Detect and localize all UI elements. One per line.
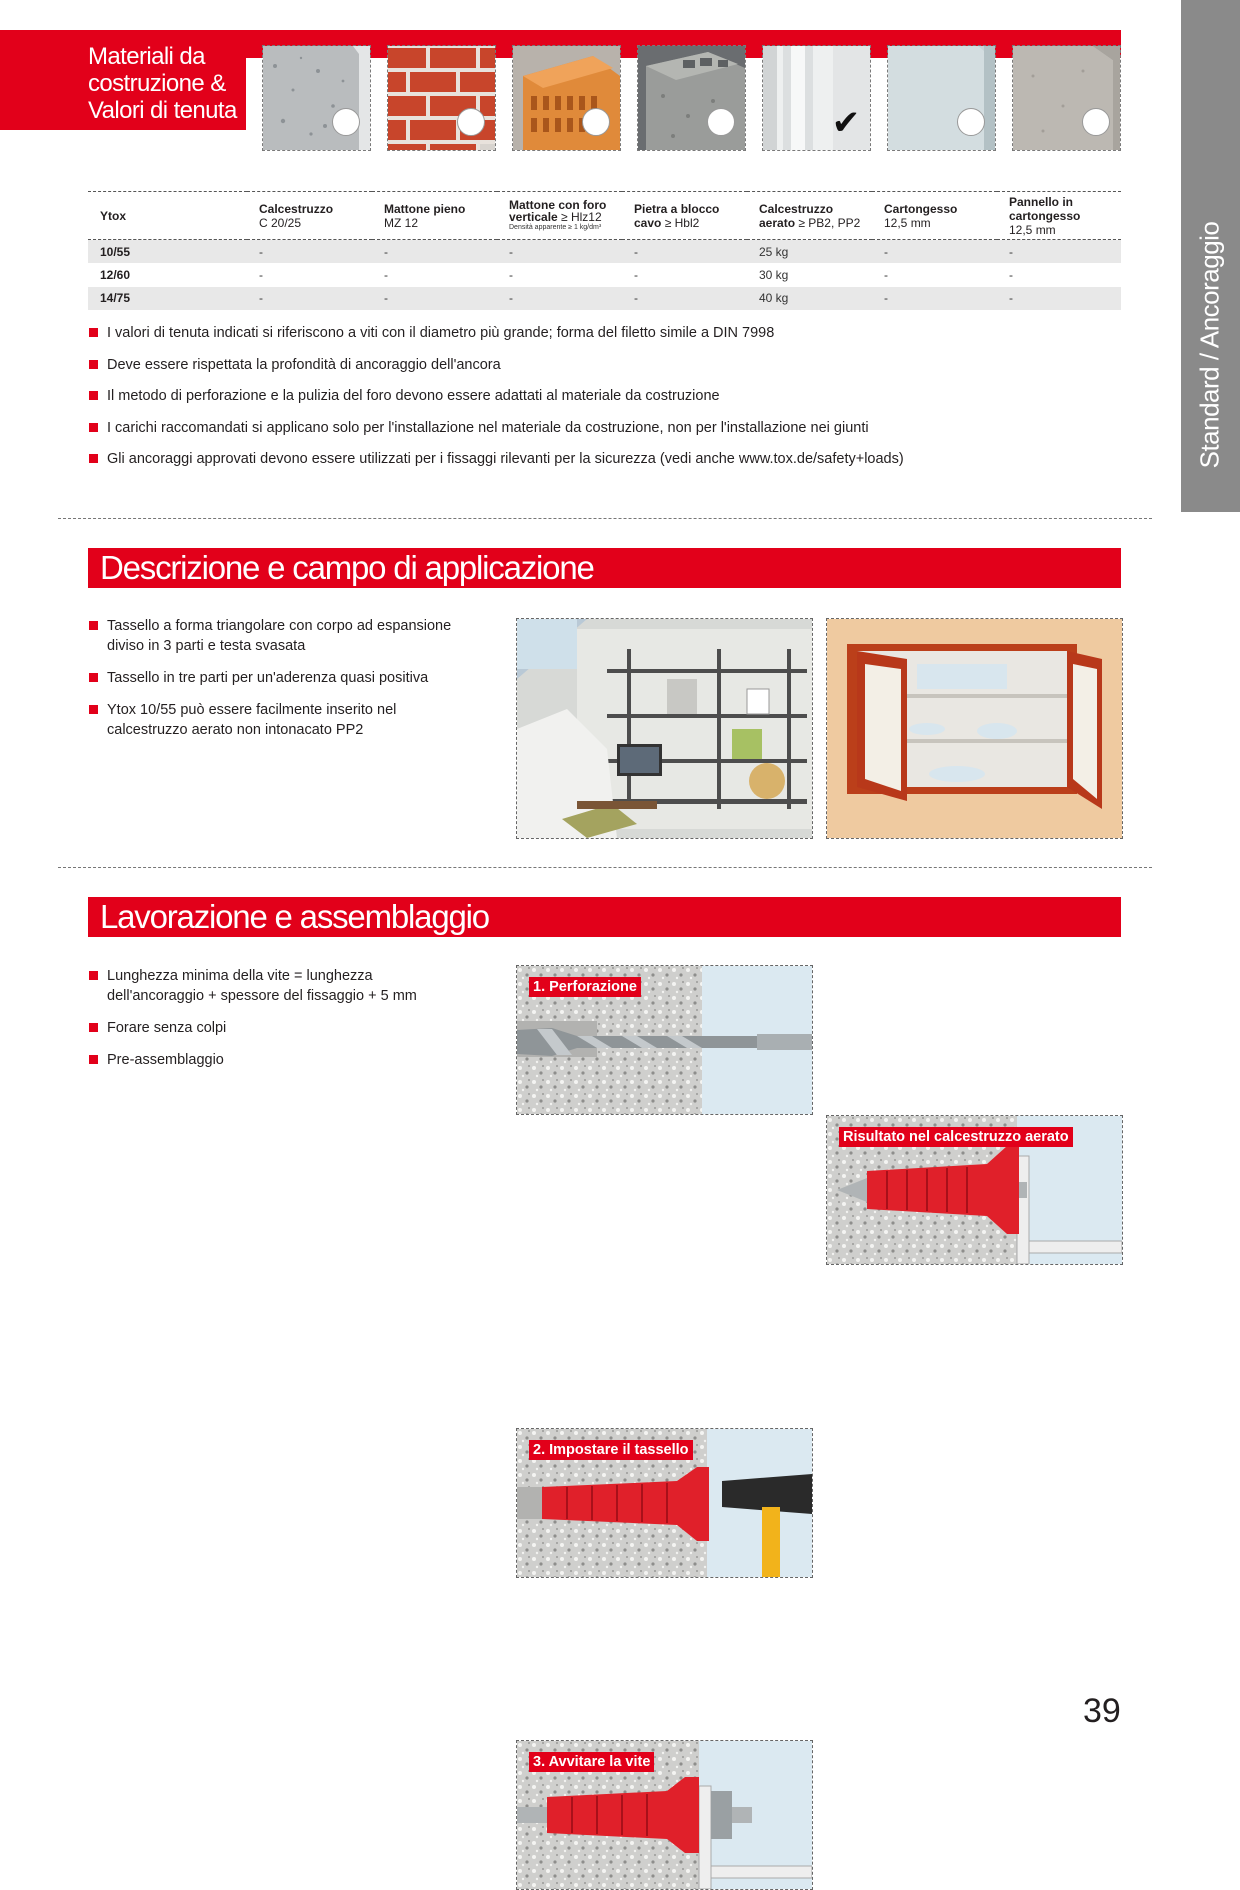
- step-insert-anchor-figure: [516, 1428, 813, 1578]
- step-drilling-figure: [516, 965, 813, 1115]
- note-item: Deve essere rispettata la profondità di ancoraggio dell'ancora: [89, 355, 1119, 375]
- load-values-table: [88, 191, 1121, 310]
- material-tile-vertical-hole-brick: [512, 45, 621, 151]
- page-number: 39: [1083, 1692, 1121, 1730]
- table-cell: -: [509, 291, 513, 306]
- table-cell: -: [259, 267, 263, 282]
- step-screw-label: 3. Avvitare la vite: [529, 1752, 654, 1772]
- assembly-section-title: Lavorazione e assemblaggio: [100, 898, 489, 935]
- table-header-concrete: Calcestruzzo C 20/25: [247, 192, 372, 240]
- table-header-row: [88, 192, 1121, 240]
- description-bullet: Tassello a forma triangolare con corpo ad espansione diviso in 3 parti e testa svasata: [89, 616, 489, 656]
- shelves-room-photo: [516, 618, 813, 839]
- table-cell: 30 kg: [759, 267, 789, 282]
- table-cell: -: [384, 291, 388, 306]
- table-cell: -: [884, 267, 888, 282]
- description-section-title: Descrizione e campo di applicazione: [100, 549, 594, 586]
- section-divider: [58, 518, 1152, 519]
- table-row: [88, 287, 1121, 311]
- side-tab: [1181, 0, 1240, 512]
- step-insert-anchor-label: 2. Impostare il tassello: [529, 1440, 693, 1460]
- table-cell: -: [1009, 267, 1013, 282]
- table-cell: -: [1009, 291, 1013, 306]
- step-screw-figure: [516, 1740, 813, 1890]
- note-item: I valori di tenuta indicati si riferiscono a viti con il diametro più grande; forma del filetto simile a DIN 7998: [89, 323, 1119, 343]
- description-bullet: Tassello in tre parti per un'aderenza quasi positiva: [89, 668, 489, 688]
- table-header-model: Ytox: [88, 192, 247, 240]
- table-header-plasterboard: Cartongesso 12,5 mm: [872, 192, 997, 240]
- suitability-dot-icon: [707, 108, 735, 136]
- materials-title: [88, 43, 258, 124]
- table-cell: -: [509, 267, 513, 282]
- material-tile-hollow-block: [637, 45, 746, 151]
- notes-list: [89, 323, 1119, 469]
- assembly-bullet: Pre-assemblaggio: [89, 1050, 489, 1070]
- materials-title-line: Valori di tenuta: [88, 97, 237, 124]
- table-cell: -: [259, 291, 263, 306]
- suitability-dot-icon: [1082, 108, 1110, 136]
- table-row: [88, 240, 1121, 264]
- table-cell: -: [259, 244, 263, 259]
- table-cell: -: [884, 244, 888, 259]
- assembly-bullet: Lunghezza minima della vite = lunghezza dell'ancoraggio + spessore del fissaggio + 5 mm: [89, 966, 489, 1006]
- table-header-vertical-hole-brick: Mattone con foro verticale ≥ Hlz12 Densità apparente ≥ 1 kg/dm³: [497, 192, 622, 240]
- materials-title-line: Materiali da: [88, 43, 205, 70]
- step-drilling-label: 1. Perforazione: [529, 977, 641, 997]
- material-tile-concrete: [262, 45, 371, 151]
- suitability-dot-icon: [957, 108, 985, 136]
- note-item: Gli ancoraggi approvati devono essere utilizzati per i fissaggi rilevanti per la sicurezza (vedi anche www.tox.de/safety+loads): [89, 449, 1119, 469]
- assembly-bullets: [89, 966, 489, 1070]
- table-cell: -: [634, 267, 638, 282]
- material-tile-gypsum-fibreboard: [1012, 45, 1121, 151]
- table-cell: -: [1009, 244, 1013, 259]
- table-cell: 25 kg: [759, 244, 789, 259]
- note-item: I carichi raccomandati si applicano solo per l'installazione nel materiale da costruzione, non per l'installazione nei giunti: [89, 418, 1119, 438]
- materials-title-line: costruzione &: [88, 70, 226, 97]
- wall-cabinet-photo: [826, 618, 1123, 839]
- material-tile-aerated-concrete: [762, 45, 871, 151]
- suitability-dot-icon: [457, 108, 485, 136]
- material-tile-plasterboard: [887, 45, 996, 151]
- section-divider: [58, 867, 1152, 868]
- table-cell: -: [634, 244, 638, 259]
- table-cell: 40 kg: [759, 291, 789, 306]
- assembly-section-bar: [88, 897, 1121, 937]
- material-tile-solid-brick: [387, 45, 496, 151]
- table-cell: -: [634, 291, 638, 306]
- table-cell: -: [884, 291, 888, 306]
- table-header-aerated-concrete: Calcestruzzo aerato ≥ PB2, PP2: [747, 192, 872, 240]
- suitability-dot-icon: [582, 108, 610, 136]
- table-row: [88, 263, 1121, 287]
- table-header-hollow-block: Pietra a blocco cavo ≥ Hbl2: [622, 192, 747, 240]
- side-tab-label: Standard / Ancoraggio: [1194, 221, 1225, 469]
- note-item: Il metodo di perforazione e la pulizia del foro devono essere adattati al materiale da costruzione: [89, 386, 1119, 406]
- description-bullets: [89, 616, 489, 740]
- table-header-gypsum-fibreboard: Pannello in cartongesso 12,5 mm: [997, 192, 1121, 240]
- table-cell-model: 14/75: [100, 291, 131, 306]
- result-aerated-concrete-figure: [826, 1115, 1123, 1265]
- table-cell: -: [509, 244, 513, 259]
- table-cell-model: 10/55: [100, 244, 131, 259]
- step-result-label: Risultato nel calcestruzzo aerato: [839, 1127, 1073, 1147]
- table-cell: -: [384, 244, 388, 259]
- suitability-check-icon: ✔: [831, 104, 861, 142]
- table-cell-model: 12/60: [100, 267, 131, 282]
- description-bullet: Ytox 10/55 può essere facilmente inserito nel calcestruzzo aerato non intonacato PP2: [89, 700, 489, 740]
- description-section-bar: [88, 548, 1121, 588]
- table-cell: -: [384, 267, 388, 282]
- assembly-bullet: Forare senza colpi: [89, 1018, 489, 1038]
- table-header-solid-brick: Mattone pieno MZ 12: [372, 192, 497, 240]
- suitability-dot-icon: [332, 108, 360, 136]
